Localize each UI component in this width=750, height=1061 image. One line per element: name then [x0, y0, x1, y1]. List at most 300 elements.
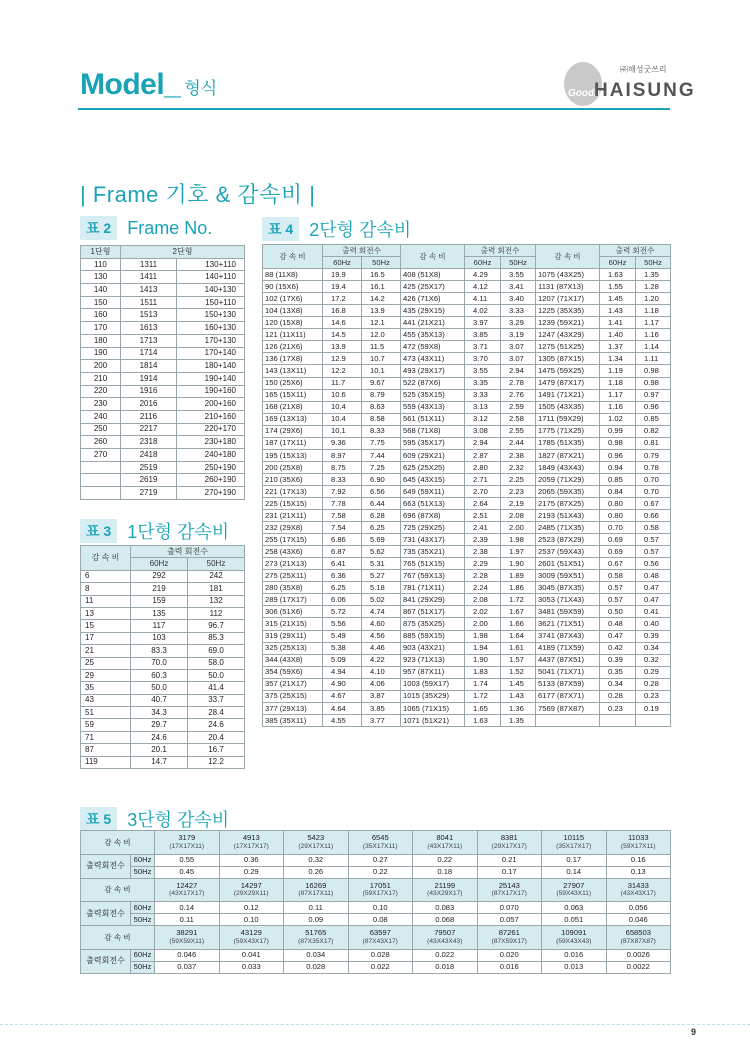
ratio-value: 25	[81, 657, 131, 669]
ratio-value: 4913	[242, 833, 260, 843]
rpm-50hz: 1.35	[501, 714, 536, 726]
ratio-value: 169 (13X13)	[263, 413, 323, 425]
header-model: Model_	[80, 68, 181, 101]
rpm-50hz: 8.58	[362, 413, 401, 425]
frame-1stage: 260	[81, 436, 121, 449]
ratio-value: 435 (29X15)	[401, 305, 465, 317]
table-row	[81, 271, 245, 284]
rpm-50hz: 6.28	[362, 510, 401, 522]
rpm-60hz: 2.80	[465, 461, 501, 473]
ratio-value: 225 (15X15)	[263, 497, 323, 509]
frame-1stage: 220	[81, 385, 121, 398]
rpm-50hz: 69.0	[188, 645, 245, 657]
frame-2stage-combo: 140+110	[177, 271, 245, 284]
rpm-60hz: 19.9	[323, 269, 362, 281]
rpm-60hz: 0.10	[348, 902, 413, 914]
table-row	[81, 570, 245, 582]
ratio-value: 4437 (87X51)	[536, 654, 600, 666]
col-60hz-c: 60Hz	[600, 257, 636, 269]
rpm-60hz: 0.34	[600, 678, 636, 690]
rpm-50hz: 5.62	[362, 546, 401, 558]
frame-1stage: 110	[81, 258, 121, 271]
rpm-50hz: 0.028	[284, 961, 349, 973]
rpm-50hz: 0.057	[477, 914, 542, 926]
rpm-60hz: 0.94	[600, 461, 636, 473]
col-60hz-a: 60Hz	[323, 257, 362, 269]
rpm-50hz: 24.6	[188, 719, 245, 731]
frame-2stage-combo: 200+160	[177, 398, 245, 411]
ratio-value: 2537 (59X43)	[536, 546, 600, 558]
ratio-value: 473 (43X11)	[401, 353, 465, 365]
rpm-60hz: 1.94	[465, 642, 501, 654]
frame-1stage: 240	[81, 410, 121, 423]
rpm-50hz: 2.32	[501, 461, 536, 473]
ratio-combo: (29X17X17)	[491, 842, 527, 850]
rpm-60hz: 0.85	[600, 473, 636, 485]
table-row	[81, 436, 245, 449]
ratio-value: 568 (71X8)	[401, 425, 465, 437]
rpm-60hz: 0.12	[219, 902, 284, 914]
rpm-50hz: 0.98	[636, 365, 671, 377]
rpm-50hz: 112	[188, 607, 245, 619]
ratio-cell	[542, 878, 607, 902]
rpm-60hz: 83.3	[131, 645, 188, 657]
frame-1stage	[81, 487, 121, 500]
ratio-value: 1475 (59X25)	[536, 365, 600, 377]
ratio-cell	[606, 831, 671, 855]
rpm-60hz: 0.32	[284, 854, 349, 866]
table-row	[263, 606, 671, 618]
ratio-cell	[219, 831, 284, 855]
rpm-50hz: 8.33	[362, 425, 401, 437]
ratio-value: 29	[81, 669, 131, 681]
rpm-50hz: 2.19	[501, 497, 536, 509]
ratio-value: 6	[81, 570, 131, 582]
frame-1stage: 270	[81, 449, 121, 462]
rpm-60hz: 3.70	[465, 353, 501, 365]
ratio-cell	[413, 926, 478, 950]
rpm-60hz: 1.90	[465, 654, 501, 666]
rpm-50hz: 0.47	[636, 594, 671, 606]
rpm-50hz: 0.26	[284, 866, 349, 878]
rpm-60hz: 9.36	[323, 437, 362, 449]
ratio-cell	[606, 926, 671, 950]
ratio-value: 136 (17X8)	[263, 353, 323, 365]
ratio-value: 923 (71X13)	[401, 654, 465, 666]
rpm-50hz: 0.068	[413, 914, 478, 926]
table-row	[263, 317, 671, 329]
rpm-50hz: 5.31	[362, 558, 401, 570]
ratio-value: 725 (29X25)	[401, 522, 465, 534]
page-header	[80, 68, 217, 102]
ratio-value: 867 (51X17)	[401, 606, 465, 618]
table-row	[81, 756, 245, 768]
rpm-50hz: 0.47	[636, 582, 671, 594]
ratio-cell	[413, 878, 478, 902]
rpm-50hz: 2.55	[501, 425, 536, 437]
rpm-50hz: 58.0	[188, 657, 245, 669]
rpm-60hz: 0.70	[600, 522, 636, 534]
table-row	[81, 694, 245, 706]
rpm-50hz: 12.0	[362, 329, 401, 341]
ratio-value: 273 (21X13)	[263, 558, 323, 570]
rpm-60hz: 2.70	[465, 485, 501, 497]
rpm-60hz: 60.3	[131, 669, 188, 681]
table-row	[263, 329, 671, 341]
rpm-60hz: 159	[131, 595, 188, 607]
rpm-50hz: 7.25	[362, 461, 401, 473]
ratio-value: 3053 (71X43)	[536, 594, 600, 606]
rpm-50hz: 0.046	[606, 914, 671, 926]
rpm-60hz: 1.17	[600, 389, 636, 401]
rpm-50hz: 4.06	[362, 678, 401, 690]
rpm-60hz: 0.020	[477, 949, 542, 961]
rpm-60hz: 1.41	[600, 317, 636, 329]
ratio-value: 781 (71X11)	[401, 582, 465, 594]
ratio-value: 1505 (43X35)	[536, 401, 600, 413]
rpm-60-row	[81, 854, 671, 866]
ratio-cell	[542, 926, 607, 950]
ratio-value: 319 (29X11)	[263, 630, 323, 642]
ratio-value: 357 (21X17)	[263, 678, 323, 690]
rpm-50hz: 41.4	[188, 682, 245, 694]
rpm-50hz: 3.41	[501, 281, 536, 293]
stage2-ratio-table	[262, 244, 671, 727]
ratio-value: 5041 (71X71)	[536, 666, 600, 678]
frame-2stage: 2016	[121, 398, 177, 411]
rpm-60hz: 5.56	[323, 618, 362, 630]
rpm-60hz: 2.24	[465, 582, 501, 594]
rpm-50hz: 1.57	[501, 654, 536, 666]
ratio-value: 255 (17X15)	[263, 534, 323, 546]
frame-2stage: 1311	[121, 258, 177, 271]
rpm-50hz: 1.16	[636, 329, 671, 341]
rpm-60hz: 1.16	[600, 401, 636, 413]
ratio-combo: (59X59X11)	[169, 937, 205, 945]
frame-no-table	[80, 245, 245, 500]
ratio-value: 1827 (87X21)	[536, 449, 600, 461]
ratio-value: 8	[81, 583, 131, 595]
ratio-value: 903 (43X21)	[401, 642, 465, 654]
table-row	[263, 534, 671, 546]
rpm-50hz: 1.36	[501, 702, 536, 714]
table-row	[263, 293, 671, 305]
table3-badge: 표 3	[80, 519, 117, 543]
rpm-60hz: 0.046	[155, 949, 220, 961]
rpm-50hz: 0.09	[284, 914, 349, 926]
rpm-60hz: 4.29	[465, 269, 501, 281]
ratio-value: 1247 (43X29)	[536, 329, 600, 341]
rpm-60hz: 5.72	[323, 606, 362, 618]
frame-2stage-combo: 170+130	[177, 334, 245, 347]
frame-2stage: 1511	[121, 296, 177, 309]
rpm-60hz: 103	[131, 632, 188, 644]
ratio-cell	[606, 878, 671, 902]
rpm-60hz: 3.85	[465, 329, 501, 341]
frame-1stage: 140	[81, 284, 121, 297]
hz-60-label: 60Hz	[131, 949, 155, 961]
rpm-50hz: 33.7	[188, 694, 245, 706]
table-row	[263, 582, 671, 594]
rpm-60hz: 6.06	[323, 594, 362, 606]
table-row	[263, 413, 671, 425]
stage3-ratio-table	[80, 830, 671, 974]
ratio-value: 120 (15X8)	[263, 317, 323, 329]
rpm-50hz: 3.29	[501, 317, 536, 329]
rpm-50hz: 2.38	[501, 449, 536, 461]
ratio-value: 231 (21X11)	[263, 510, 323, 522]
ratio-label: 감 속 비	[81, 926, 155, 950]
ratio-value: 559 (43X13)	[401, 401, 465, 413]
rpm-60hz: 4.55	[323, 714, 362, 726]
rpm-50hz: 1.61	[501, 642, 536, 654]
rpm-50hz: 2.23	[501, 485, 536, 497]
rpm-60hz: 1.19	[600, 365, 636, 377]
table-row	[81, 474, 245, 487]
rpm-60hz: 3.33	[465, 389, 501, 401]
ratio-value: 79507	[434, 928, 456, 938]
rpm-60hz: 1.65	[465, 702, 501, 714]
ratio-value: 696 (87X8)	[401, 510, 465, 522]
ratio-value: 6177 (87X71)	[536, 690, 600, 702]
table-row	[81, 669, 245, 681]
ratio-value: 1207 (71X17)	[536, 293, 600, 305]
rpm-50hz: 4.60	[362, 618, 401, 630]
rpm-50hz: 2.59	[501, 401, 536, 413]
rpm-50hz: 4.10	[362, 666, 401, 678]
rpm-60hz: 3.97	[465, 317, 501, 329]
rpm-50hz: 0.70	[636, 473, 671, 485]
ratio-value: 289 (17X17)	[263, 594, 323, 606]
rpm-60hz: 2.29	[465, 558, 501, 570]
ratio-value: 625 (25X25)	[401, 461, 465, 473]
rpm-60hz: 1.63	[600, 269, 636, 281]
ratio-combo: (87X43X17)	[362, 937, 398, 945]
rpm-60hz: 1.34	[600, 353, 636, 365]
ratio-combo: (43X17X17)	[169, 890, 205, 898]
rpm-60hz: 0.58	[600, 570, 636, 582]
rpm-60hz: 20.1	[131, 744, 188, 756]
rpm-60hz: 6.86	[323, 534, 362, 546]
ratio-combo: (59X43X11)	[556, 890, 592, 898]
rpm-60hz: 135	[131, 607, 188, 619]
frame-1stage: 200	[81, 360, 121, 373]
rpm-60hz: 0.96	[600, 449, 636, 461]
table-row	[263, 558, 671, 570]
rpm-60hz: 3.13	[465, 401, 501, 413]
ratio-value: 119	[81, 756, 131, 768]
rpm-60hz: 0.67	[600, 558, 636, 570]
ratio-value: 2485 (71X35)	[536, 522, 600, 534]
rpm-60hz: 0.063	[542, 902, 607, 914]
rpm-50hz: 3.07	[501, 353, 536, 365]
col-rpm-c: 출력 회전수	[600, 245, 671, 257]
rpm-60hz: 1.45	[600, 293, 636, 305]
ratio-value: 441 (21X21)	[401, 317, 465, 329]
table-row	[263, 425, 671, 437]
rpm-60hz: 4.12	[465, 281, 501, 293]
rpm-50hz: 1.98	[501, 534, 536, 546]
rpm-60hz: 0.034	[284, 949, 349, 961]
ratio-value: 645 (43X15)	[401, 473, 465, 485]
brand-good3: Good3	[568, 88, 600, 99]
rpm-60hz: 2.71	[465, 473, 501, 485]
rpm-60hz: 11.7	[323, 377, 362, 389]
rpm-50hz: 3.77	[362, 714, 401, 726]
ratio-combo: (87X35X17)	[298, 937, 334, 945]
table-row	[81, 632, 245, 644]
rpm-50hz: 242	[188, 570, 245, 582]
ratio-value: 561 (51X11)	[401, 413, 465, 425]
rpm-60hz: 0.0026	[606, 949, 671, 961]
table-row	[263, 497, 671, 509]
rpm-50hz: 5.27	[362, 570, 401, 582]
rpm-50hz: 6.44	[362, 497, 401, 509]
ratio-value: 43	[81, 694, 131, 706]
rpm-50hz: 0.39	[636, 630, 671, 642]
rpm-50hz: 20.4	[188, 731, 245, 743]
table-row	[81, 707, 245, 719]
ratio-value: 1491 (71X21)	[536, 389, 600, 401]
table-row	[81, 645, 245, 657]
rpm-60hz: 0.80	[600, 510, 636, 522]
table-row	[263, 437, 671, 449]
frame-2stage: 2318	[121, 436, 177, 449]
rpm-50hz: 1.66	[501, 618, 536, 630]
rpm-60hz: 12.2	[323, 365, 362, 377]
hz-50-label: 50Hz	[131, 914, 155, 926]
ratio-cell	[284, 878, 349, 902]
rpm-60hz: 0.21	[477, 854, 542, 866]
ratio-value: 11033	[627, 833, 649, 843]
rpm-50hz: 0.0022	[606, 961, 671, 973]
frame-2stage-combo: 230+180	[177, 436, 245, 449]
table-row	[81, 309, 245, 322]
ratio-combo: (43X29X17)	[427, 890, 463, 898]
ratio-value: 315 (21X15)	[263, 618, 323, 630]
rpm-60hz: 70.0	[131, 657, 188, 669]
table-row	[81, 322, 245, 335]
ratio-cell	[413, 831, 478, 855]
ratio-value: 31433	[627, 880, 649, 890]
rpm-50hz: 0.41	[636, 606, 671, 618]
ratio-value: 731 (43X17)	[401, 534, 465, 546]
table-row	[263, 353, 671, 365]
rpm-50hz: 6.56	[362, 485, 401, 497]
rpm-60hz: 10.4	[323, 401, 362, 413]
rpm-60hz: 0.22	[413, 854, 478, 866]
ratio-combo: (17X17X17)	[233, 842, 269, 850]
ratio-cell	[219, 926, 284, 950]
frame-2stage: 1714	[121, 347, 177, 360]
rpm-50hz: 1.67	[501, 606, 536, 618]
rpm-50hz: 1.86	[501, 582, 536, 594]
ratio-value: 765 (51X15)	[401, 558, 465, 570]
rpm-60hz: 0.28	[600, 690, 636, 702]
ratio-value: 210 (35X6)	[263, 473, 323, 485]
rpm-60hz: 0.42	[600, 642, 636, 654]
frame-2stage: 2619	[121, 474, 177, 487]
ratio-value: 174 (29X6)	[263, 425, 323, 437]
frame-1stage: 160	[81, 309, 121, 322]
ratio-value: 1131 (87X13)	[536, 281, 600, 293]
col-ratio: 감 속 비	[81, 546, 131, 571]
ratio-value: 21	[81, 645, 131, 657]
rpm-50hz: 0.18	[413, 866, 478, 878]
frame-2stage-combo: 240+180	[177, 449, 245, 462]
rpm-50hz: 1.64	[501, 630, 536, 642]
ratio-value: 187 (17X11)	[263, 437, 323, 449]
rpm-60hz: 19.4	[323, 281, 362, 293]
frame-2stage: 2418	[121, 449, 177, 462]
table-row	[81, 682, 245, 694]
ratio-value: 12427	[176, 880, 198, 890]
ratio-value: 841 (29X29)	[401, 594, 465, 606]
rpm-60hz: 5.09	[323, 654, 362, 666]
rpm-50hz: 50.0	[188, 669, 245, 681]
ratio-value: 1075 (43X25)	[536, 269, 600, 281]
ratio-value: 3045 (87X35)	[536, 582, 600, 594]
ratio-value: 109091	[561, 928, 587, 938]
table-row	[263, 473, 671, 485]
ratio-combo: (87X87X87)	[620, 937, 656, 945]
table-row	[81, 719, 245, 731]
ratio-value: 87	[81, 744, 131, 756]
rpm-50hz: 3.87	[362, 690, 401, 702]
ratio-value: 15	[81, 620, 131, 632]
rpm-50hz: 0.66	[636, 510, 671, 522]
rpm-60hz: 3.71	[465, 341, 501, 353]
ratio-value: 1275 (51X25)	[536, 341, 600, 353]
rpm-60hz: 0.056	[606, 902, 671, 914]
ratio-value: 649 (59X11)	[401, 485, 465, 497]
rpm-label: 출력회전수	[81, 902, 131, 926]
rpm-60hz: 0.50	[600, 606, 636, 618]
rpm-60hz: 2.64	[465, 497, 501, 509]
table-row	[263, 522, 671, 534]
ratio-cell	[155, 831, 220, 855]
rpm-50hz: 1.90	[501, 558, 536, 570]
rpm-50hz: 2.25	[501, 473, 536, 485]
ratio-cell	[477, 926, 542, 950]
rpm-50hz: 0.82	[636, 425, 671, 437]
ratio-value: 232 (29X8)	[263, 522, 323, 534]
frame-2stage: 1513	[121, 309, 177, 322]
frame-2stage: 1814	[121, 360, 177, 373]
rpm-60hz: 2.00	[465, 618, 501, 630]
ratio-value: 875 (35X25)	[401, 618, 465, 630]
ratio-value: 472 (59X8)	[401, 341, 465, 353]
rpm-50hz: 3.33	[501, 305, 536, 317]
table-row	[81, 385, 245, 398]
rpm-50hz: 0.22	[348, 866, 413, 878]
rpm-50hz: 6.90	[362, 473, 401, 485]
ratio-value: 87261	[498, 928, 520, 938]
rpm-50hz: 0.13	[606, 866, 671, 878]
table-row	[263, 401, 671, 413]
col-60hz-b: 60Hz	[465, 257, 501, 269]
ratio-value: 1775 (71X25)	[536, 425, 600, 437]
rpm-50hz: 9.67	[362, 377, 401, 389]
ratio-value: 13	[81, 607, 131, 619]
col-50hz-c: 50Hz	[636, 257, 671, 269]
table-row	[263, 594, 671, 606]
ratio-value: 455 (35X13)	[401, 329, 465, 341]
ratio-value: 1849 (43X43)	[536, 461, 600, 473]
ratio-value: 25143	[498, 880, 520, 890]
rpm-label: 출력회전수	[81, 854, 131, 878]
rpm-60hz: 13.9	[323, 341, 362, 353]
